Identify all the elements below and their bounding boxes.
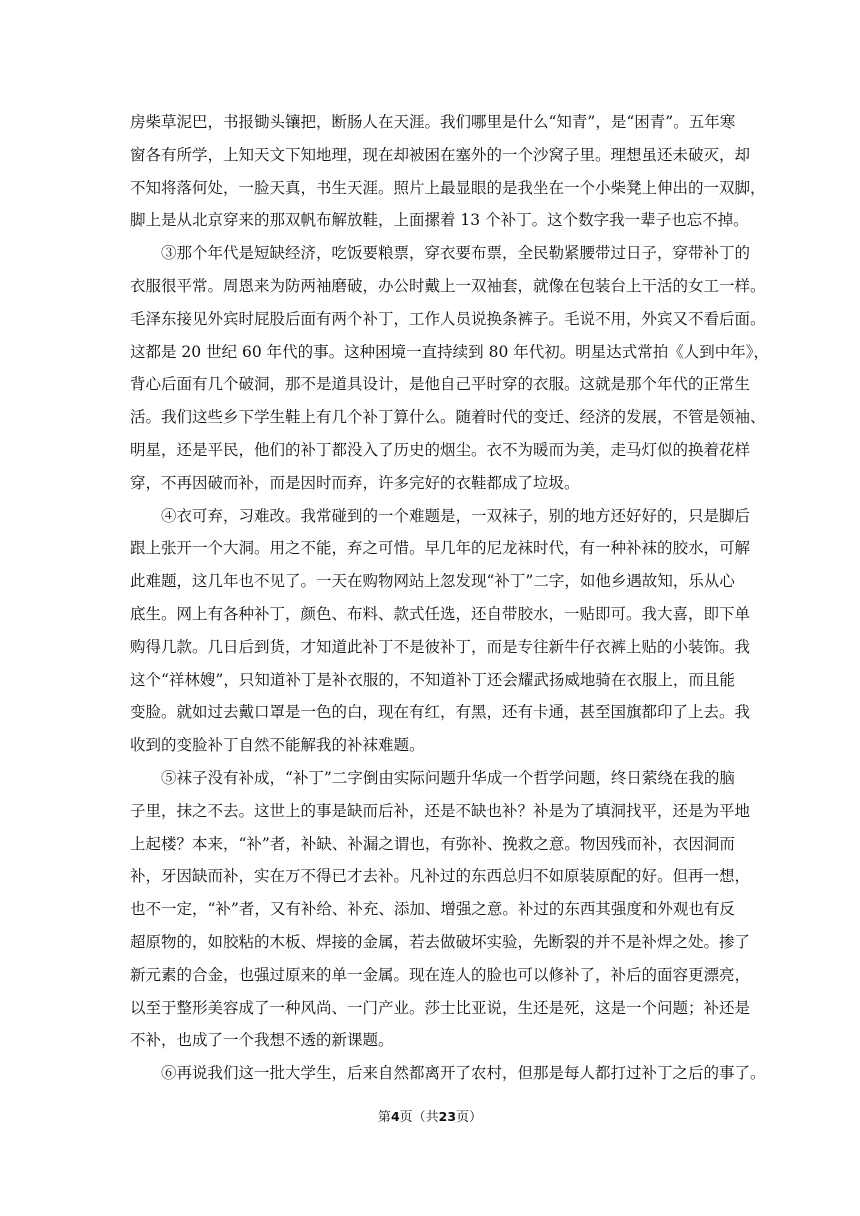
text-line: 子里，抹之不去。这世上的事是缺而后补，还是不缺也补？补是为了填洞找平，还是为平地 (130, 801, 751, 820)
text-line: 也不一定，“补”者，又有补给、补充、添加、增强之意。补过的东西其强度和外观也有反 (130, 900, 735, 919)
text-line: 衣服很平常。周恩来为防两袖磨破，办公时戴上一双袖套，就像在包装台上干活的女工一样。 (130, 276, 766, 295)
page-footer (0, 1108, 860, 1127)
text-line: 补，牙因缺而补，实在万不得已才去补。凡补过的东西总归不如原装原配的好。但再一想， (130, 867, 751, 886)
text-line: 超原物的，如胶粘的木板、焊接的金属，若去做破坏实验，先断裂的并不是补焊之处。掺了 (130, 932, 751, 951)
paragraph-p-5 (130, 762, 751, 1057)
text-line: 收到的变脸补丁自然不能解我的补袜难题。 (130, 736, 425, 755)
text-line: 毛泽东接见外宾时屁股后面有两个补丁，工作人员说换条裤子。毛说不用，外宾又不看后面。 (130, 309, 766, 328)
text-line: 这个“祥林嫂”，只知道补丁是补衣服的，不知道补丁还会耀武扬威地骑在衣服上，而且能 (130, 670, 735, 689)
text-line: ⑤袜子没有补成，“补丁”二字倒由实际问题升华成一个哲学问题，终日萦绕在我的脑 (161, 768, 735, 787)
text-line: 底生。网上有各种补丁，颜色、布料、款式任选，还自带胶水，一贴即可。我大喜，即下单 (130, 604, 751, 623)
footer-prefix: 第 (377, 1110, 391, 1125)
paragraph-p-6 (130, 1057, 766, 1090)
text-line: 以至于整形美容成了一种风尚、一门产业。莎士比亚说，生还是死，这是一个问题；补还是 (130, 998, 751, 1017)
text-line: 房柴草泥巴，书报锄头镶把，断肠人在天涯。我们哪里是什么“知青”，是“困青”。五年寒 (130, 113, 736, 131)
footer-total-pages: 23 (438, 1109, 457, 1124)
text-line: 这都是 20 世纪 60 年代的事。这种困境一直持续到 80 年代初。明星达式常拍《人到中年》， (130, 342, 769, 361)
text-line: 跟上张开一个大洞。用之不能，弃之可惜。早几年的尼龙袜时代，有一种补袜的胶水，可解 (130, 539, 751, 558)
text-line: 新元素的合金，也强过原来的单一金属。现在连人的脸也可以修补了，补后的面容更漂亮， (130, 965, 751, 984)
text-line: 活。我们这些乡下学生鞋上有几个补丁算什么。随着时代的变迁、经济的发展，不管是领袖、 (130, 408, 766, 427)
text-line: 上起楼？本来，“补”者，补缺、补漏之谓也，有弥补、挽救之意。物因残而补，衣因洞而 (130, 834, 735, 853)
text-line: ⑥再说我们这一批大学生，后来自然都离开了农村，但那是每人都打过补丁之后的事了。 (161, 1064, 766, 1083)
article-body (130, 106, 769, 1090)
footer-suffix: 页） (456, 1110, 483, 1125)
text-line: 不补，也成了一个我想不透的新课题。 (130, 1031, 394, 1050)
text-line: 窗各有所学，上知天文下知地理，现在却被困在塞外的一个沙窝子里。理想虽还未破灭，却 (130, 145, 751, 164)
text-line: 脚上是从北京穿来的那双帆布解放鞋，上面摞着 13 个补丁。这个数字我一辈子也忘不掉。 (130, 211, 749, 230)
text-line: ④衣可弃，习难改。我常碰到的一个难题是，一双袜子，别的地方还好好的，只是脚后 (161, 506, 751, 525)
text-line: 明星，还是平民，他们的补丁都没入了历史的烟尘。衣不为暖而为美，走马灯似的换着花样 (130, 440, 751, 459)
text-line: 不知将落何处，一脸天真，书生天涯。照片上最显眼的是我坐在一个小柴凳上伸出的一双脚， (130, 178, 766, 197)
text-line: ③那个年代是短缺经济，吃饭要粮票，穿衣要布票，全民勒紧腰带过日子，穿带补丁的 (161, 244, 751, 263)
text-line: 变脸。就如过去戴口罩是一色的白，现在有红，有黑，还有卡通，甚至国旗都印了上去。我 (130, 703, 751, 722)
text-line: 此难题，这几年也不见了。一天在购物网站上忽发现“补丁”二字，如他乡遇故知，乐从心 (130, 572, 735, 591)
paragraph-p-continued (130, 106, 766, 237)
text-line: 穿，不再因破而补，而是因时而弃，许多完好的衣鞋都成了垃圾。 (130, 473, 580, 492)
text-line: 购得几款。几日后到货，才知道此补丁不是彼补丁，而是专往新牛仔衣裤上贴的小装饰。我 (130, 637, 751, 656)
paragraph-p-4 (130, 500, 751, 762)
footer-page-number: 4 (390, 1109, 400, 1124)
text-line: 背心后面有几个破洞，那不是道具设计，是他自己平时穿的衣服。这就是那个年代的正常生 (130, 375, 751, 394)
paragraph-p-3 (130, 237, 769, 499)
footer-middle: 页（共 (399, 1110, 439, 1125)
